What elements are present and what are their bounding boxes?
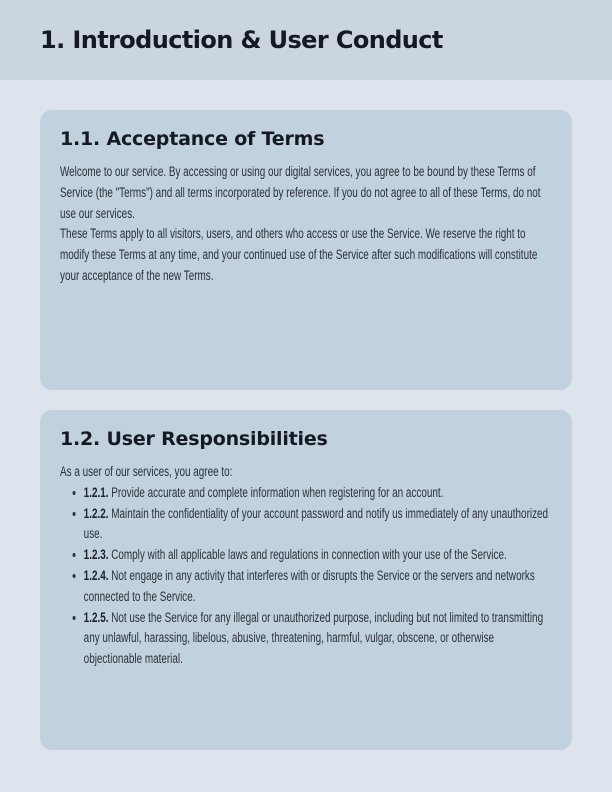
paragraph: These Terms apply to all visitors, users, and others who access or use the Service. We reserve the right to modify these Terms at any time, and your continued use of the Service after such modifications will constitute your acceptance of the new Terms.	[60, 226, 538, 283]
section-title: 1.1. Acceptance of Terms	[60, 128, 325, 150]
item-text: Comply with all applicable laws and regulations in connection with your use of the Service.	[111, 547, 507, 563]
item-number: 1.2.4.	[83, 567, 109, 583]
list-item	[84, 483, 549, 504]
list-item	[84, 504, 549, 546]
item-number: 1.2.2.	[83, 505, 109, 521]
list-item	[84, 545, 549, 566]
responsibilities-list	[60, 483, 548, 670]
item-text: Provide accurate and complete information when registering for an account.	[111, 484, 444, 500]
list-intro: As a user of our services, you agree to:	[60, 464, 233, 479]
section-acceptance-of-terms	[40, 110, 572, 390]
section-title: 1.2. User Responsibilities	[60, 428, 328, 450]
item-number: 1.2.5.	[83, 609, 109, 625]
item-text: Not use the Service for any illegal or unauthorized purpose, including but not limited to transmitting any unlawful, harassing, libelous, abusive, threatening, harmful, vulgar, obscene, or otherwise objectionable material.	[83, 609, 544, 667]
paragraph: Welcome to our service. By accessing or using our digital services, you agree to be bound by these Terms of Service (the "Terms") and all terms incorporated by reference. If you do not agree to all of these Terms, do not use our services.	[60, 164, 541, 221]
section-user-responsibilities	[40, 410, 572, 750]
item-text: Not engage in any activity that interferes with or disrupts the Service or the servers and networks connected to the Service.	[83, 567, 535, 604]
section-body	[60, 162, 548, 287]
list-item	[84, 608, 549, 670]
section-body	[60, 462, 548, 670]
page-title: 1. Introduction & User Conduct	[40, 26, 443, 54]
page-header	[0, 0, 612, 80]
item-number: 1.2.1.	[83, 484, 109, 500]
item-text: Maintain the confidentiality of your account password and notify us immediately of any unauthorized use.	[83, 505, 549, 542]
list-item	[84, 566, 549, 608]
item-number: 1.2.3.	[83, 547, 109, 563]
